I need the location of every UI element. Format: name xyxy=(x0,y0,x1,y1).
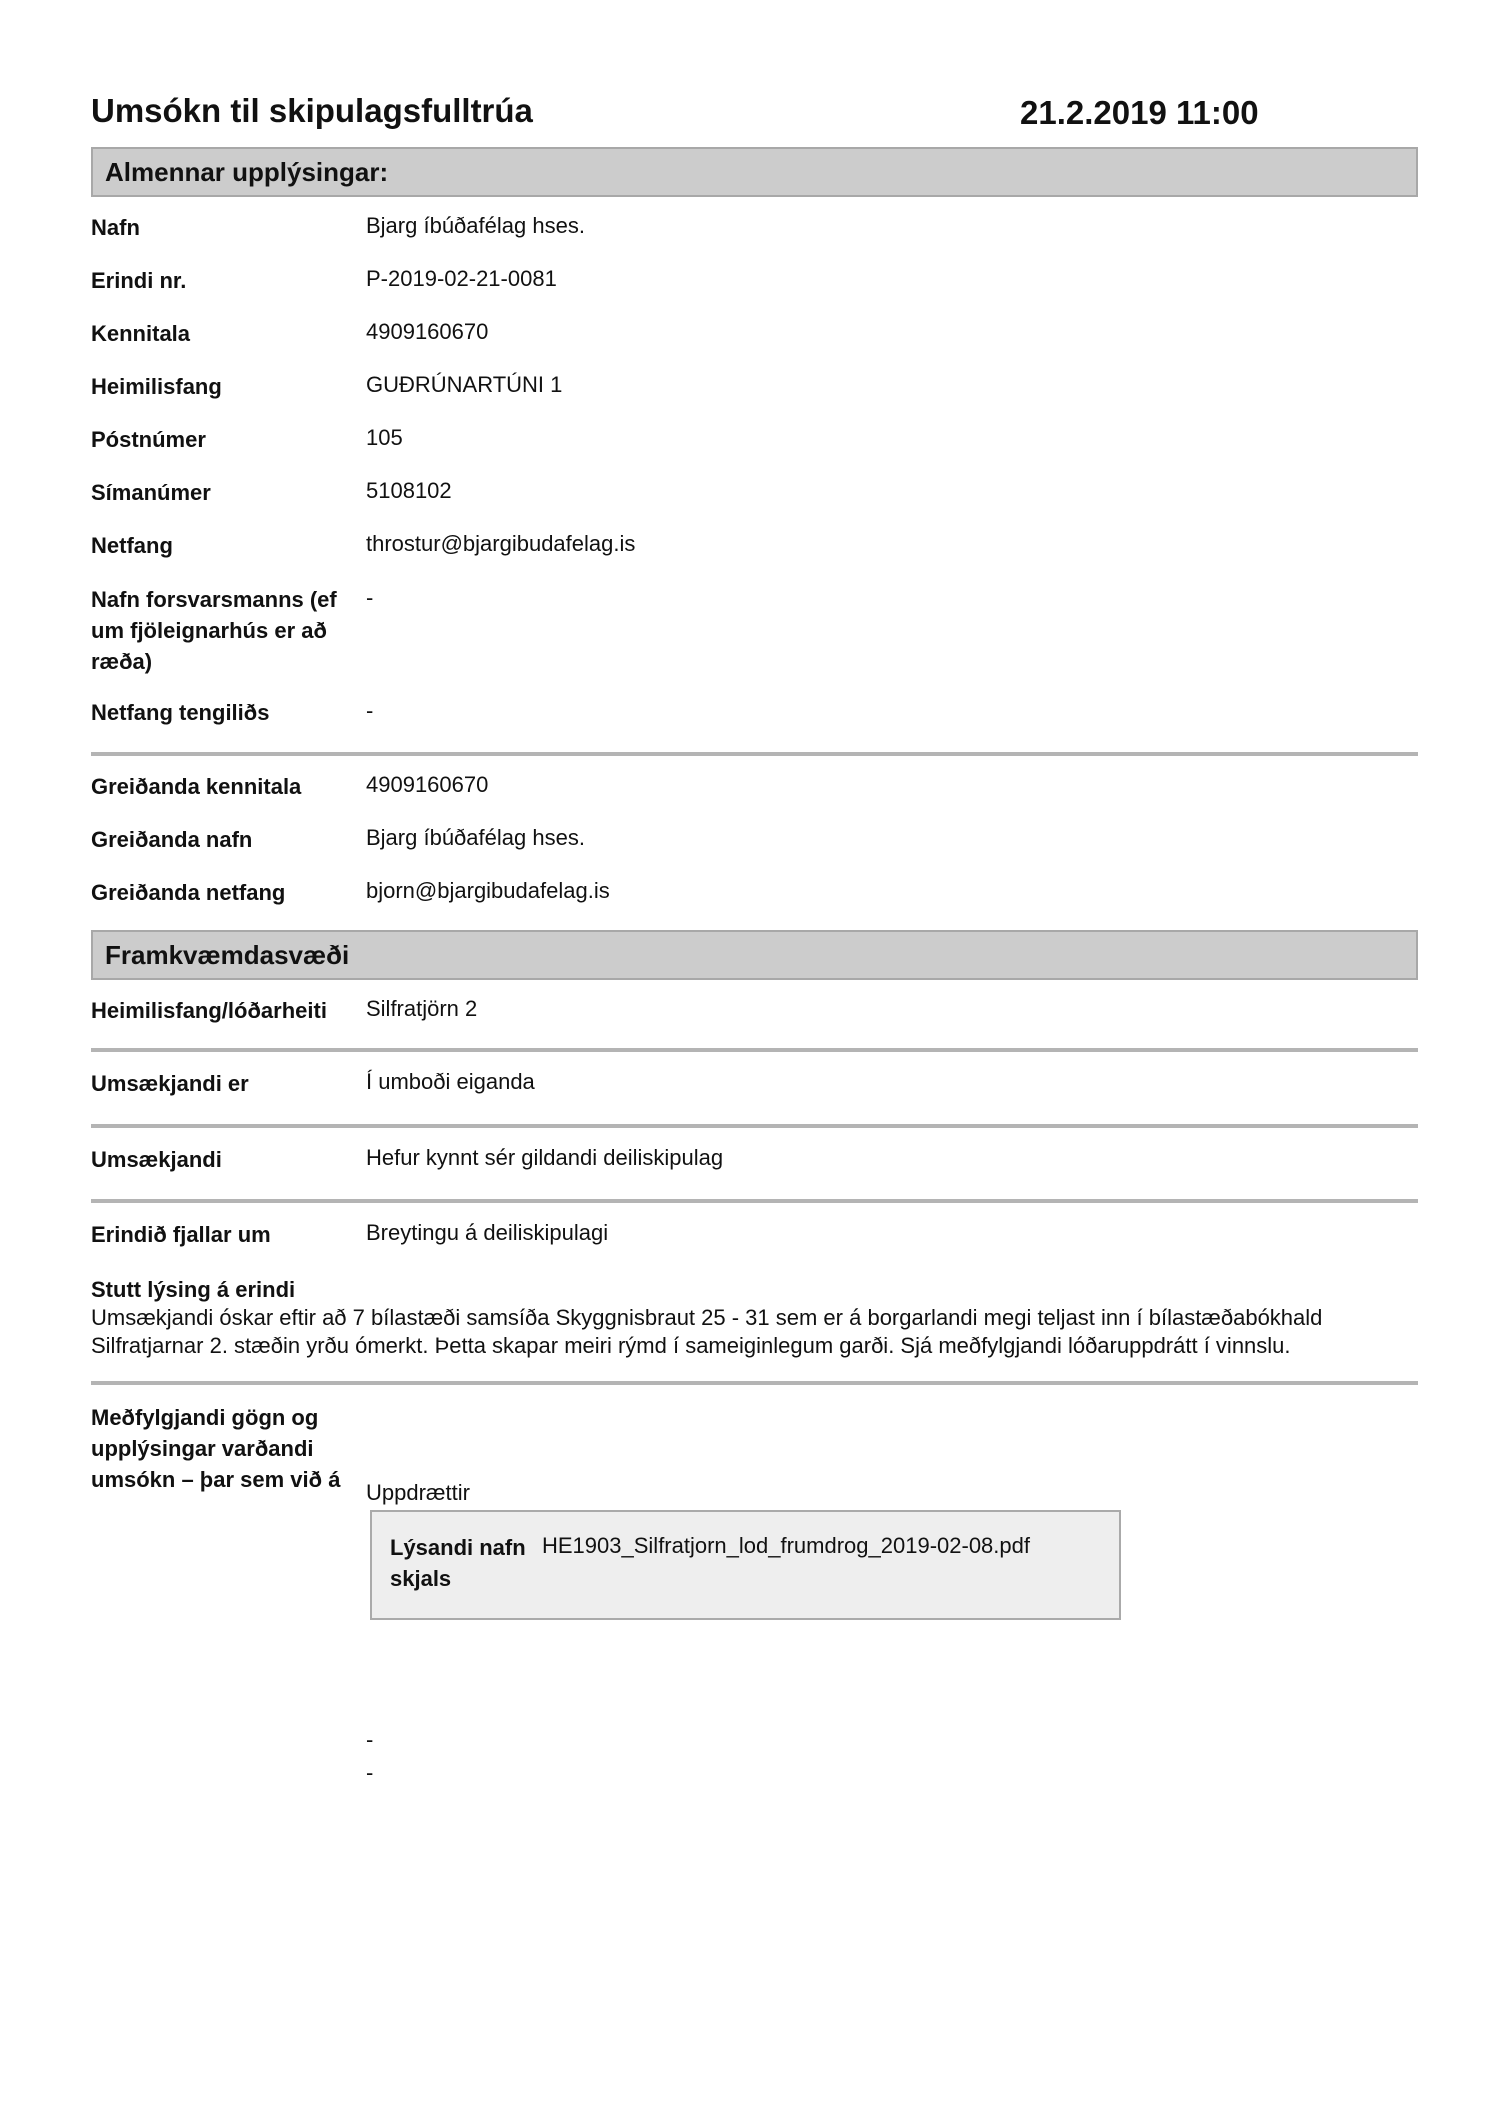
attachments-group-title: Uppdrættir xyxy=(366,1480,470,1505)
value-netfang-tengilids: - xyxy=(366,698,374,723)
divider xyxy=(91,1124,1418,1128)
attachment-box xyxy=(370,1510,1121,1620)
label-greidanda-kennitala: Greiðanda kennitala xyxy=(91,774,302,799)
description-text: Umsækjandi óskar eftir að 7 bílastæði samsíða Skyggnisbraut 25 - 31 sem er á borgarlandi megi teljast inn í bílastæðabókhald Silfratjarnar 2. stæðin yrðu ómerkt. Þetta skapar meiri rýmd í sameiginlegum garði. Sjá meðfylgjandi lóðaruppdrátt í vinnslu. xyxy=(91,1305,1323,1358)
value-umsaekjandi-er: Í umboði eiganda xyxy=(366,1069,535,1094)
attachment-file-label: Lýsandi nafn skjals xyxy=(390,1535,526,1591)
attachment-extra-1: - xyxy=(366,1727,374,1752)
value-greidanda-kennitala: 4909160670 xyxy=(366,772,489,797)
section-header-site: Framkvæmdasvæði xyxy=(91,930,1418,980)
label-umsaekjandi: Umsækjandi xyxy=(91,1147,222,1172)
label-simanumer: Símanúmer xyxy=(91,480,211,505)
label-attachments: Meðfylgjandi gögn og upplýsingar varðandi umsókn – þar sem við á xyxy=(91,1405,341,1492)
value-umsaekjandi: Hefur kynnt sér gildandi deiliskipulag xyxy=(366,1145,724,1170)
divider xyxy=(91,1199,1418,1203)
label-erindid-fjallar-um: Erindið fjallar um xyxy=(91,1222,271,1247)
label-netfang: Netfang xyxy=(91,533,173,558)
value-postnumer: 105 xyxy=(366,425,403,450)
label-lodarheiti: Heimilisfang/lóðarheiti xyxy=(91,998,327,1023)
label-netfang-tengilids: Netfang tengiliðs xyxy=(91,700,270,725)
description-label: Stutt lýsing á erindi xyxy=(91,1277,296,1302)
value-greidanda-nafn: Bjarg íbúðafélag hses. xyxy=(366,825,585,850)
value-simanumer: 5108102 xyxy=(366,478,452,503)
label-kennitala: Kennitala xyxy=(91,321,191,346)
value-heimilisfang: GUÐRÚNARTÚNI 1 xyxy=(366,372,563,397)
page-title: Umsókn til skipulagsfulltrúa xyxy=(91,92,533,129)
label-erindi-nr: Erindi nr. xyxy=(91,268,187,293)
value-erindid-fjallar-um: Breytingu á deiliskipulagi xyxy=(366,1220,609,1245)
divider xyxy=(91,1381,1418,1385)
value-nafn: Bjarg íbúðafélag hses. xyxy=(366,213,585,238)
divider xyxy=(91,1048,1418,1052)
value-lodarheiti: Silfratjörn 2 xyxy=(366,996,478,1021)
value-forsvarsmadur: - xyxy=(366,585,374,610)
label-umsaekjandi-er: Umsækjandi er xyxy=(91,1071,249,1096)
value-greidanda-netfang: bjorn@bjargibudafelag.is xyxy=(366,878,610,903)
label-postnumer: Póstnúmer xyxy=(91,427,206,452)
divider xyxy=(91,752,1418,756)
value-netfang: throstur@bjargibudafelag.is xyxy=(366,531,636,556)
value-erindi-nr: P-2019-02-21-0081 xyxy=(366,266,557,291)
submission-datetime: 21.2.2019 11:00 xyxy=(1020,94,1259,131)
label-forsvarsmadur: Nafn forsvarsmanns (ef um fjöleignarhús er að ræða) xyxy=(91,587,337,674)
label-heimilisfang: Heimilisfang xyxy=(91,374,222,399)
attachment-extra-2: - xyxy=(366,1760,374,1785)
attachment-file-name[interactable]: HE1903_Silfratjorn_lod_frumdrog_2019-02-08.pdf xyxy=(542,1533,1030,1558)
label-nafn: Nafn xyxy=(91,215,140,240)
label-greidanda-netfang: Greiðanda netfang xyxy=(91,880,286,905)
value-kennitala: 4909160670 xyxy=(366,319,489,344)
section-header-general: Almennar upplýsingar: xyxy=(91,147,1418,197)
label-greidanda-nafn: Greiðanda nafn xyxy=(91,827,253,852)
